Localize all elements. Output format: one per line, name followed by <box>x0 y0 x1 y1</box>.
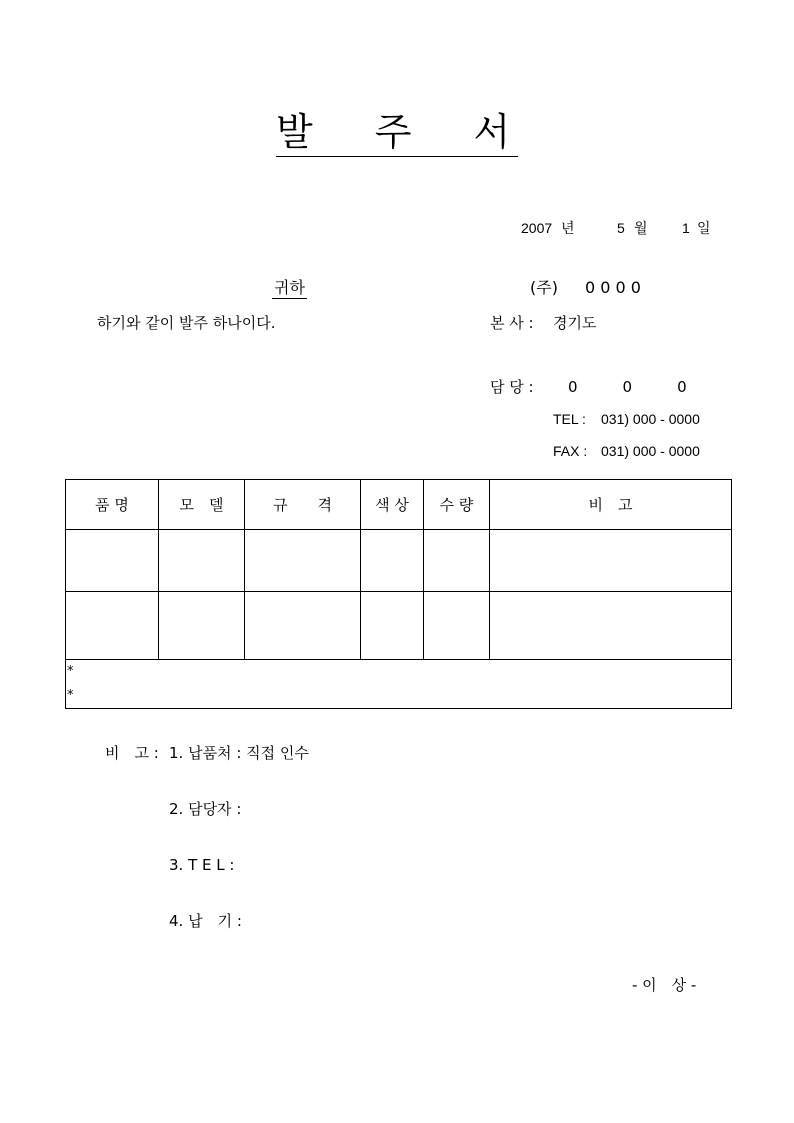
remarks-item-tel: 3. T E L : <box>169 856 235 874</box>
head-office-value: 경기도 <box>553 314 597 332</box>
fax-label: FAX : <box>553 443 588 459</box>
header-quantity: 수 량 <box>424 480 490 530</box>
intro-text: 하기와 같이 발주 하나이다. <box>97 314 276 332</box>
date-day-unit: 일 <box>697 220 711 236</box>
note-line: * <box>67 664 74 679</box>
date-year-unit: 년 <box>561 220 575 236</box>
table-cell <box>361 530 424 592</box>
header-item-name: 품 명 <box>66 480 159 530</box>
manager-label: 담 당 : <box>490 378 534 396</box>
table-notes-row <box>66 660 732 709</box>
table-notes <box>66 660 732 709</box>
document-title: 발주서 <box>276 108 518 157</box>
head-office-label: 본 사 : <box>490 314 534 332</box>
company-name: 0 0 0 0 <box>585 278 641 297</box>
header-model: 모 델 <box>159 480 245 530</box>
remarks-item-contact: 2. 담당자 : <box>169 800 242 818</box>
table-cell <box>361 592 424 660</box>
header-color: 색 상 <box>361 480 424 530</box>
date-year: 2007 <box>521 220 553 236</box>
order-table <box>65 479 732 709</box>
tel-value: 031) 000 - 0000 <box>601 411 700 427</box>
table-cell <box>490 530 732 592</box>
table-row <box>66 592 732 660</box>
table-cell <box>490 592 732 660</box>
table-header-row <box>66 480 732 530</box>
date-month: 5 <box>617 220 625 236</box>
table-row <box>66 530 732 592</box>
table-cell <box>159 592 245 660</box>
table-cell <box>245 592 361 660</box>
recipient-label: 귀하 <box>274 278 305 297</box>
header-remarks: 비 고 <box>490 480 732 530</box>
table-cell <box>424 592 490 660</box>
table-cell <box>66 592 159 660</box>
end-mark: - 이 상 - <box>632 976 697 994</box>
table-cell <box>245 530 361 592</box>
note-line: * <box>67 688 74 703</box>
table-cell <box>66 530 159 592</box>
company-prefix: (주) <box>530 278 558 297</box>
date-day: 1 <box>682 220 690 236</box>
header-spec: 규 격 <box>245 480 361 530</box>
table-cell <box>159 530 245 592</box>
tel-label: TEL : <box>553 411 586 427</box>
fax-value: 031) 000 - 0000 <box>601 443 700 459</box>
date-month-unit: 월 <box>634 220 648 236</box>
remarks-item-delivery-place: 1. 납품처 : 직접 인수 <box>169 744 309 762</box>
manager-value: 0 0 0 <box>568 378 687 396</box>
remarks-label: 비 고 : <box>105 744 159 762</box>
remarks-item-deadline: 4. 납 기 : <box>169 912 242 930</box>
table-cell <box>424 530 490 592</box>
